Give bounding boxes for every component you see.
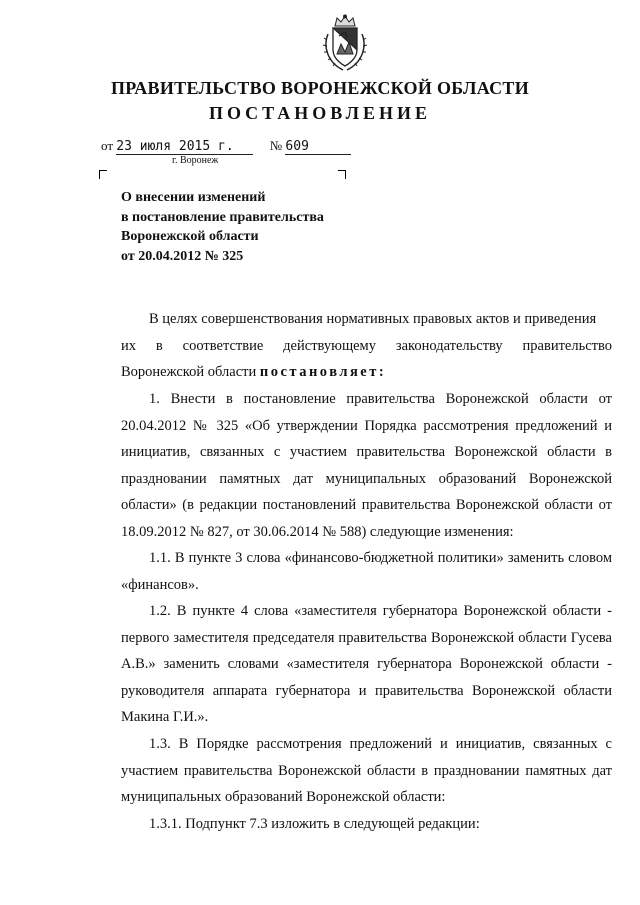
subject-line: от 20.04.2012 № 325 [121,248,244,264]
bracket-left [99,170,107,179]
clause-1-1: 1.1. В пункте 3 слова «финансово-бюджетной политики» заменить словом «финансов». [121,550,612,593]
number-prefix: № [269,138,283,153]
clause-1-2: 1.2. В пункте 4 слова «заместителя губернатора Воронежской области - первого заместителя председателя правительства Воронежской области Гусева А.В.» заменить словами «заместителя губернатора Воронежской области - руководителя аппарата губернатора и правительства Воронежской области Макина Г.И.». [121,603,612,726]
document-subject [121,188,421,266]
decree-word: постановляет [259,364,379,381]
preamble-line-1: В целях совершенствования нормативных правовых актов и приведения [149,311,597,327]
bracket-right [338,170,346,179]
document-type: ПОСТАНОВЛЕНИЕ [208,103,432,123]
document-date: 23 июля 2015 г. [116,139,234,154]
date-prefix: от [101,138,114,153]
preamble-line-3: Воронежской области [121,364,257,381]
clause-1-3-1: 1.3.1. Подпункт 7.3 изложить в следующей редакции: [149,816,480,832]
preamble: В целях совершенствования нормативных правовых актов и приведения их в соответствие действующему законодательству правительство Воронежской области постановляет: [121,311,612,381]
date-line [101,138,351,155]
coat-of-arms-icon [319,14,371,74]
city: г. Воронеж [172,155,219,166]
clause-1-3: 1.3. В Порядке рассмотрения предложений и инициатив, связанных с участием правительства Воронежской области в праздновании памятных дат муниципальных образований Воронежской области: [121,736,612,806]
government-title: ПРАВИТЕЛЬСТВО ВОРОНЕЖСКОЙ ОБЛАСТИ [110,78,530,98]
subject-line: в постановление правительства [121,209,324,225]
preamble-line-2: их в соответствие действующему законодательству правительство [121,337,612,354]
clause-1: 1. Внести в постановление правительства Воронежской области от 20.04.2012 № 325 «Об утверждении Порядка рассмотрения предложений и инициатив, связанных с участием правительства Воронежской области в праздновании памятных дат муниципальных образований Воронежской области» (в редакции постановлений правительства Воронежской области от 18.09.2012 № 827, от 30.06.2014 № 588) следующие изменения: [121,391,612,540]
document-number: 609 [285,139,309,154]
subject-line: Воронежской области [121,229,259,244]
subject-line: О внесении изменений [121,190,266,205]
